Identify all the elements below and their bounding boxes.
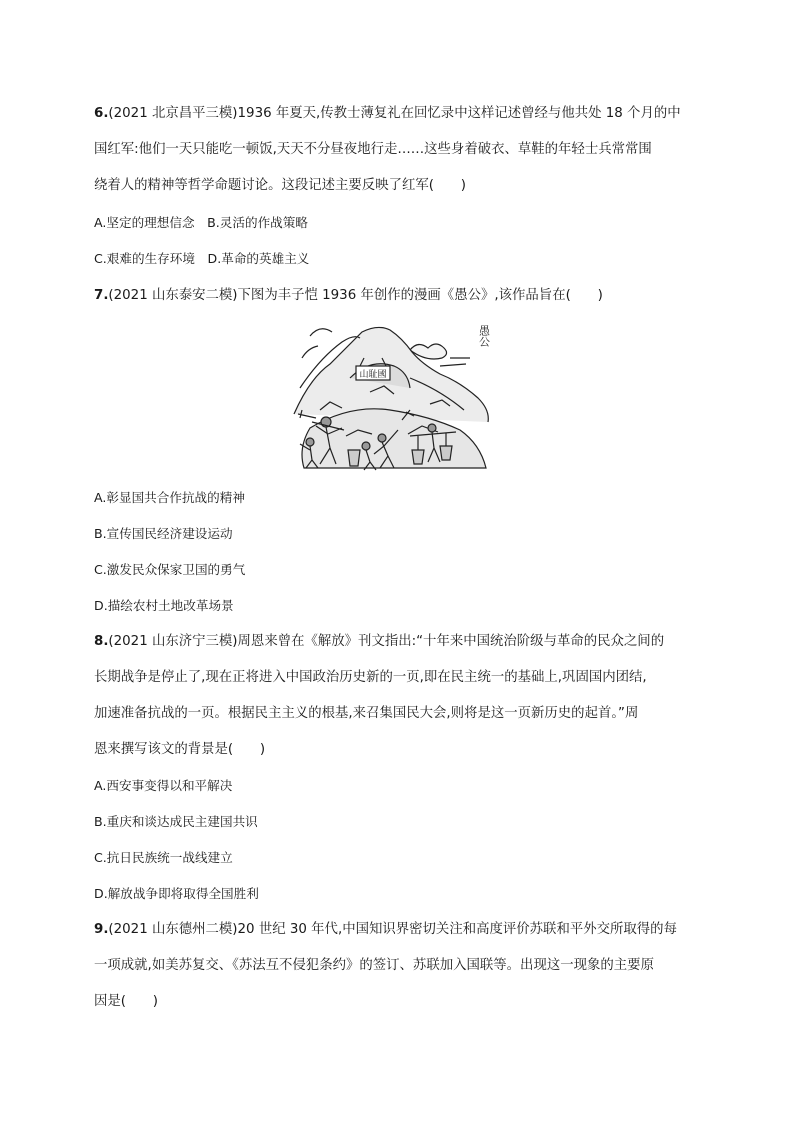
question-9-number: 9. [94,922,109,937]
cartoon-title-calligraphy: 愚公 [477,325,491,347]
question-8-option-b: B.重庆和谈达成民主建国共识 [94,814,258,829]
yugong-cartoon-illustration [290,318,496,476]
question-7-option-a: A.彰显国共合作抗战的精神 [94,490,245,505]
yugong-cartoon-figure [290,318,496,476]
question-9-line-3: 因是( ) [94,994,159,1009]
question-8-option-a: A.西安事变得以和平解决 [94,778,233,793]
question-8-option-d: D.解放战争即将取得全国胜利 [94,886,259,901]
question-7-line-1: 7.(2021 山东泰安二模)下图为丰子恺 1936 年创作的漫画《愚公》,该作品旨在( ) [94,288,603,303]
question-6-line-1: 6.(2021 北京昌平三模)1936 年夏天,传教士薄复礼在回忆录中这样记述曾经与他共处 18 个月的中 [94,106,681,121]
question-8-line-1: 8.(2021 山东济宁三模)周恩来曾在《解放》刊文指出:“十年来中国统治阶级与革命的民众之间的 [94,634,665,649]
question-8-line-2: 长期战争是停止了,现在正将进入中国政治历史新的一页,即在民主统一的基础上,巩固国内团结, [94,670,647,685]
question-9-line-2: 一项成就,如美苏复交、《苏法互不侵犯条约》的签订、苏联加入国联等。出现这一现象的主要原 [94,958,654,973]
question-8-option-c: C.抗日民族统一战线建立 [94,850,233,865]
question-7-option-d: D.描绘农村土地改革场景 [94,598,234,613]
question-7-number: 7. [94,288,109,303]
question-8-line-4: 恩来撰写该文的背景是( ) [94,742,266,757]
question-6-options-row-2: C.艰难的生存环境 D.革命的英雄主义 [94,251,310,266]
question-8-line-3: 加速准备抗战的一页。根据民主主义的根基,来召集国民大会,则将是这一页新历史的起首。”周 [94,706,639,721]
question-7-option-b: B.宣传国民经济建设运动 [94,526,233,541]
question-6-number: 6. [94,106,109,121]
cartoon-sign-text: 山耻國 [359,370,387,380]
question-6-line-3: 绕着人的精神等哲学命题讨论。这段记述主要反映了红军( ) [94,178,466,193]
question-9-line-1: 9.(2021 山东德州二模)20 世纪 30 年代,中国知识界密切关注和高度评价苏联和平外交所取得的每 [94,922,677,937]
question-7-option-c: C.激发民众保家卫国的勇气 [94,562,246,577]
question-6-options-row-1: A.坚定的理想信念 B.灵活的作战策略 [94,215,308,230]
question-6-line-2: 国红军:他们一天只能吃一顿饭,天天不分昼夜地行走……这些身着破衣、草鞋的年轻士兵常常围 [94,142,652,157]
question-8-number: 8. [94,634,109,649]
